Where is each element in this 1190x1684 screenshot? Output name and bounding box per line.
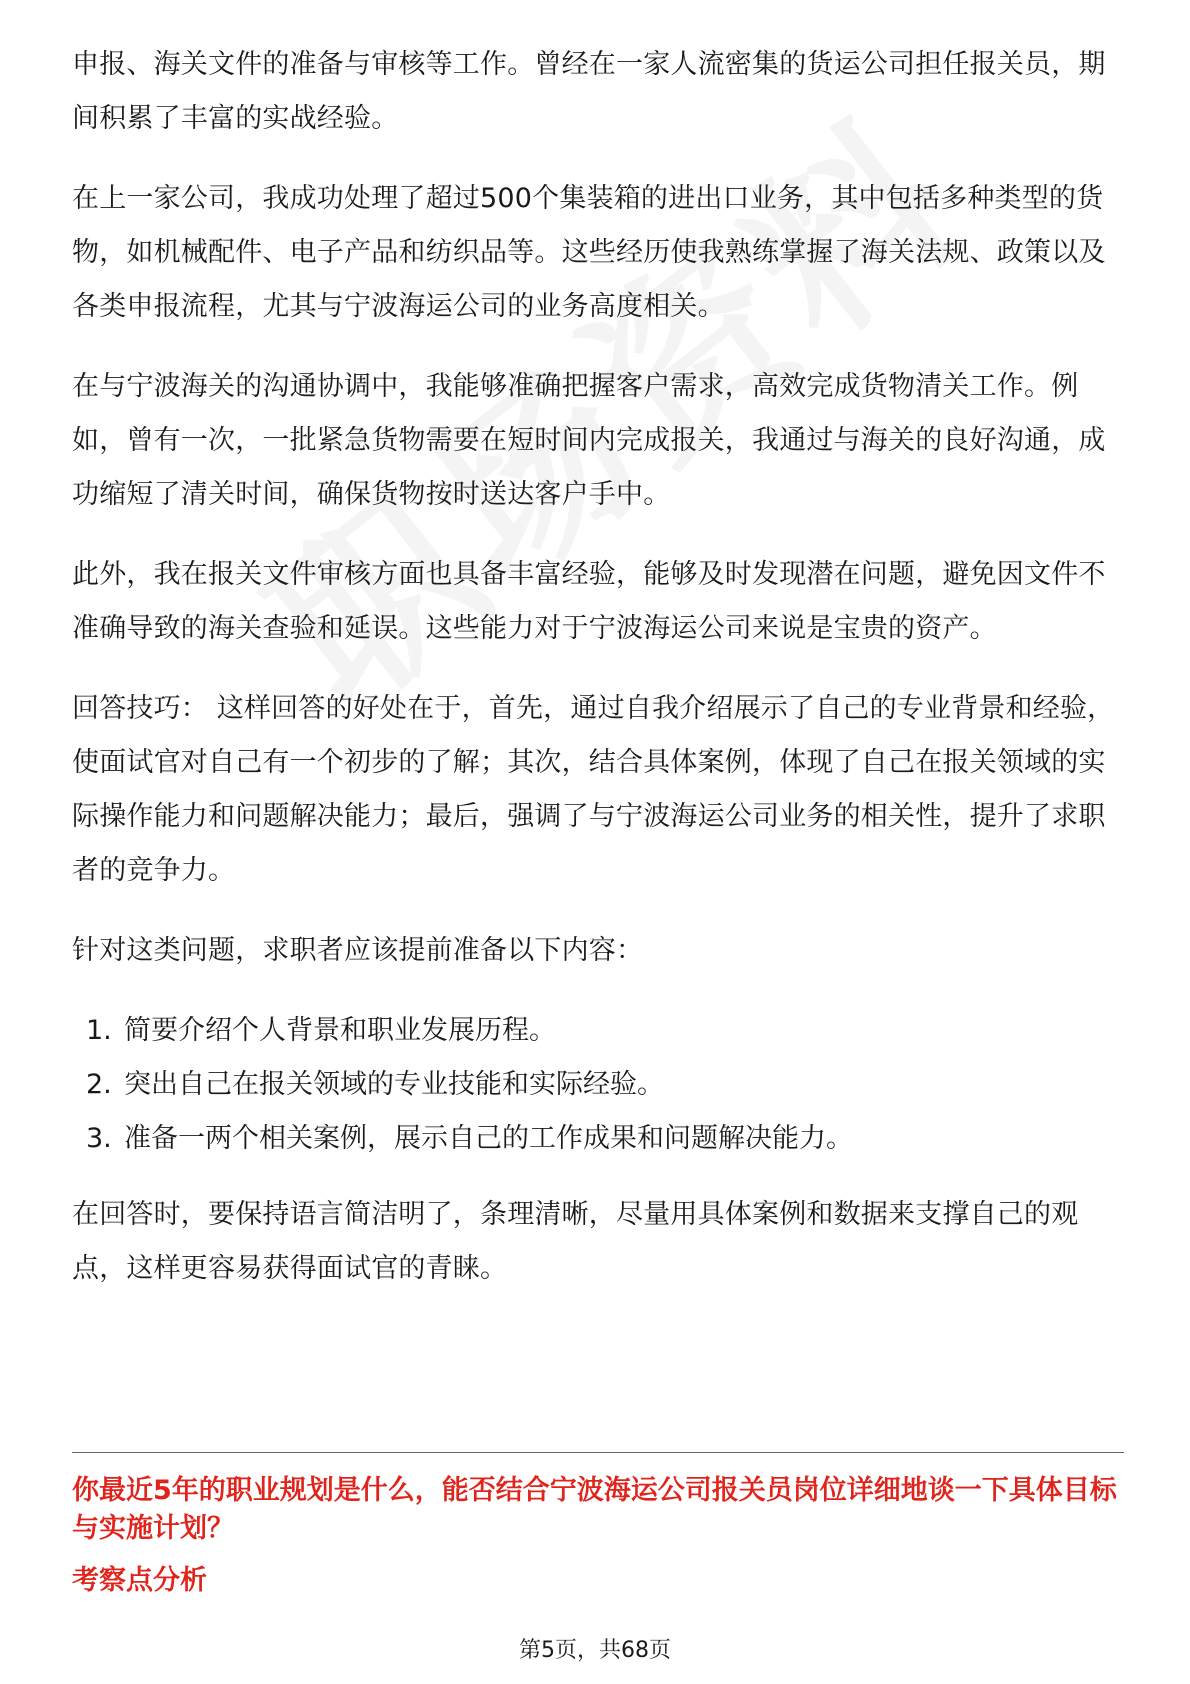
analysis-heading: 考察点分析: [72, 1565, 207, 1596]
list-item: [72, 1004, 1124, 1058]
list-item: [72, 1112, 1124, 1166]
closing-paragraph: 在回答时，要保持语言简洁明了，条理清晰，尽量用具体案例和数据来支撑自己的观点，这样更容易获得面试官的青睐。: [72, 1199, 1079, 1284]
list-item-text: 突出自己在报关领域的专业技能和实际经验。: [124, 1069, 664, 1100]
document-body: [72, 38, 1124, 1322]
section-divider: [72, 1452, 1124, 1453]
interview-question: 你最近5年的职业规划是什么，能否结合宁波海运公司报关员岗位详细地谈一下具体目标与实施计划？: [72, 1475, 1117, 1544]
preparation-list: [72, 1004, 1124, 1166]
preparation-intro: 针对这类问题，求职者应该提前准备以下内容：: [72, 935, 644, 966]
list-item-text: 简要介绍个人背景和职业发展历程。: [124, 1015, 556, 1046]
page-number: 第5页，共68页: [519, 1638, 671, 1663]
paragraph-4: 此外，我在报关文件审核方面也具备丰富经验，能够及时发现潜在问题，避免因文件不准确导致的海关查验和延误。这些能力对于宁波海运公司来说是宝贵的资产。: [72, 559, 1106, 644]
paragraph-3: 在与宁波海关的沟通协调中，我能够准确把握客户需求，高效完成货物清关工作。例如，曾有一次，一批紧急货物需要在短时间内完成报关，我通过与海关的良好沟通，成功缩短了清关时间，确保货物按时送达客户手中。: [72, 371, 1106, 510]
list-item-number: 3.: [86, 1123, 112, 1154]
list-item: [72, 1058, 1124, 1112]
answer-tips-paragraph: 回答技巧： 这样回答的好处在于，首先，通过自我介绍展示了自己的专业背景和经验，使面试官对自己有一个初步的了解；其次，结合具体案例，体现了自己在报关领域的实际操作能力和问题解决能力；最后，强调了与宁波海运公司业务的相关性，提升了求职者的竞争力。: [72, 693, 1115, 886]
list-item-text: 准备一两个相关案例，展示自己的工作成果和问题解决能力。: [124, 1123, 853, 1154]
list-item-number: 1.: [86, 1015, 112, 1046]
list-item-number: 2.: [86, 1069, 112, 1100]
paragraph-2: 在上一家公司，我成功处理了超过500个集装箱的进出口业务，其中包括多种类型的货物，如机械配件、电子产品和纺织品等。这些经历使我熟练掌握了海关法规、政策以及各类申报流程，尤其与宁波海运公司的业务高度相关。: [72, 183, 1106, 322]
paragraph-1: 申报、海关文件的准备与审核等工作。曾经在一家人流密集的货运公司担任报关员，期间积累了丰富的实战经验。: [72, 49, 1106, 134]
